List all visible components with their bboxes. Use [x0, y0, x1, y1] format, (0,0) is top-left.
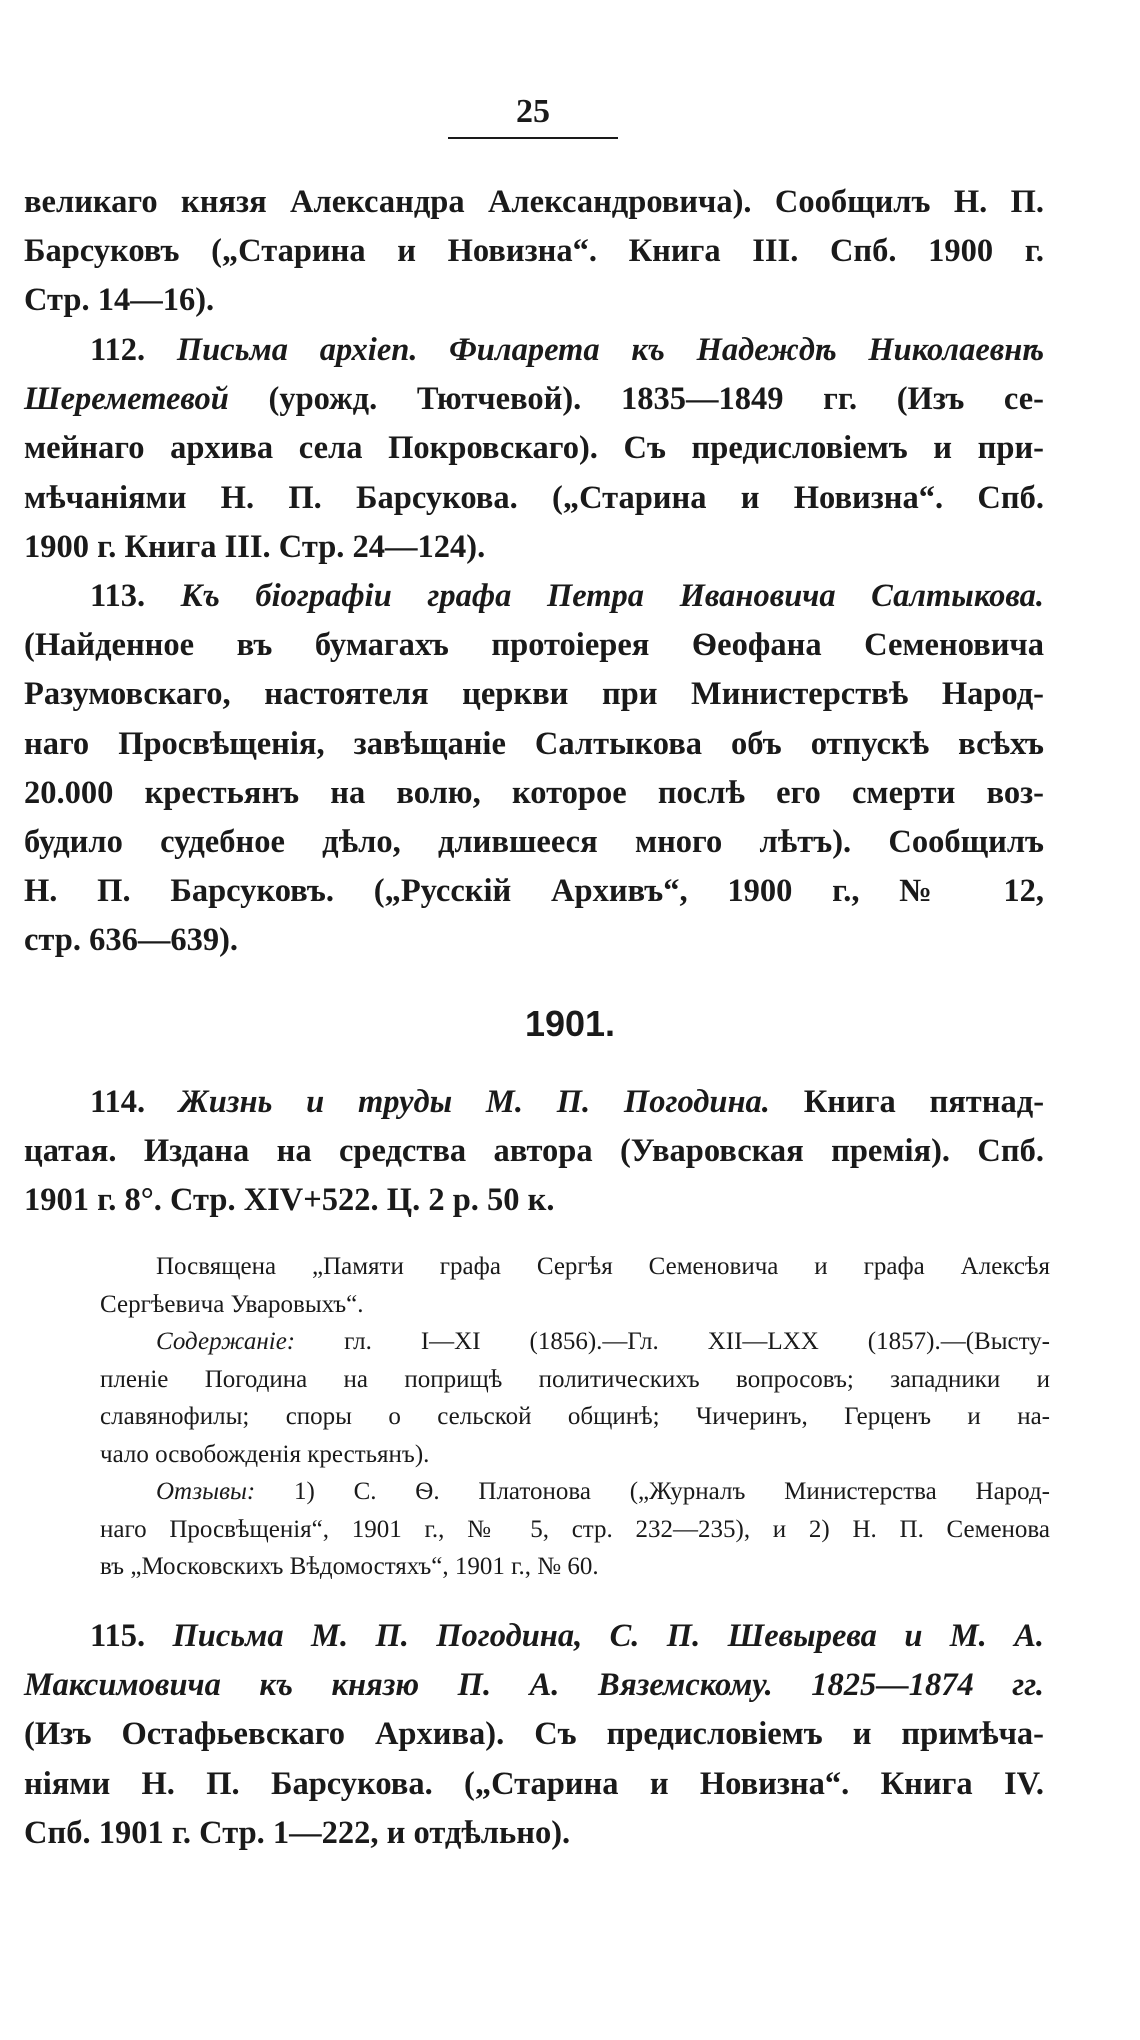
- text-line: Разумовскаго, настоятеля церкви при Министерствѣ Народ-: [24, 676, 1044, 713]
- text-line: (Изъ Остафьевскаго Архива). Съ предисловіемъ и примѣча-: [24, 1716, 1044, 1753]
- entry-number: 112.: [90, 332, 146, 368]
- text-line: 1901 г. 8°. Стр. XIV+522. Ц. 2 р. 50 к.: [24, 1182, 555, 1219]
- entry-title: Къ біографіи графа Петра Ивановича Салтыкова.: [180, 578, 1044, 614]
- text-line: мейнаго архива села Покровскаго). Съ предисловіемъ и при-: [24, 430, 1044, 467]
- reviews-label: Отзывы:: [156, 1478, 256, 1505]
- entry-114-note: [100, 1248, 1050, 1586]
- entry-number: 113.: [90, 578, 146, 614]
- entry-115-line-1: [24, 1612, 1044, 1661]
- entry-114: [24, 1078, 1044, 1226]
- text-line: мѣчаніями Н. П. Барсукова. („Старина и Новизна“. Спб.: [24, 479, 1044, 516]
- entry-113: [24, 572, 1044, 966]
- entry-title: Жизнь и труды М. П. Погодина.: [178, 1084, 770, 1120]
- entry-title: Письма архіеп. Филарета къ Надеждѣ Николаевнѣ: [176, 332, 1045, 368]
- entry-title-cont: Шереметевой: [24, 381, 229, 418]
- year-heading: 1901.: [524, 1003, 616, 1044]
- text-line: Спб. 1901 г. Стр. 1—222, и отдѣльно).: [24, 1814, 571, 1851]
- note-reviews-line: Отзывы: 1) С. Ѳ. Платонова („Журналъ Министерства Народ-: [156, 1478, 1051, 1505]
- text-line: 1900 г. Книга III. Стр. 24—124).: [24, 528, 486, 565]
- note-contents-line: Содержаніе: гл. I—XI (1856).—Гл. XII—LXX (1857).—(Высту-: [156, 1328, 1051, 1355]
- entry-number: 114.: [90, 1084, 146, 1120]
- text-line: наго Просвѣщенія, завѣщаніе Салтыкова объ отпускѣ всѣхъ: [24, 725, 1044, 762]
- text-line: (Найденное въ бумагахъ протоіерея Ѳеофана Семеновича: [24, 627, 1044, 664]
- text-line: Барсуковъ („Старина и Новизна“. Книга III. Спб. 1900 г.: [24, 233, 1044, 270]
- entry-112-line-1: [24, 326, 1044, 375]
- text-line: 20.000 крестьянъ на волю, которое послѣ его смерти воз-: [24, 774, 1044, 811]
- page-number-rule: [448, 137, 618, 139]
- entry-title-cont: Максимовича къ князю П. А. Вяземскому. 1825—1874 гг.: [24, 1667, 1044, 1704]
- entry-114-line-1: 114. Жизнь и труды М. П. Погодина. Книга пятнад-: [90, 1084, 1045, 1120]
- text-line: ніями Н. П. Барсукова. („Старина и Новизна“. Книга IV.: [24, 1765, 1044, 1802]
- text-line: стр. 636—639).: [24, 922, 239, 959]
- text-line: великаго князя Александра Александровича). Сообщилъ Н. П.: [24, 184, 1044, 220]
- note-line: чало освобожденія крестьянъ).: [100, 1440, 430, 1468]
- entry-title: Письма М. П. Погодина, С. П. Шевырева и М. А.: [172, 1618, 1045, 1654]
- note-line: Посвящена „Памяти графа Сергѣя Семеновича и графа Алексѣя: [156, 1253, 1050, 1280]
- note-line: наго Просвѣщенія“, 1901 г., № 5, стр. 232—235), и 2) Н. П. Семенова: [100, 1515, 1050, 1543]
- note-line: пленіе Погодина на поприщѣ политическихъ вопросовъ; западники и: [100, 1365, 1050, 1393]
- note-line: въ „Московскихъ Вѣдомостяхъ“, 1901 г., № 60.: [100, 1553, 599, 1580]
- entry-number: 115.: [90, 1618, 146, 1654]
- note-line: славянофилы; споры о сельской общинѣ; Чичеринъ, Герценъ и на-: [100, 1403, 1050, 1430]
- entry-112: [24, 326, 1044, 572]
- text-line: Стр. 14—16).: [24, 282, 215, 319]
- text-line: будило судебное дѣло, длившееся много лѣтъ). Сообщилъ: [24, 824, 1044, 861]
- entry-115: [24, 1612, 1044, 1858]
- contents-label: Содержаніе:: [156, 1328, 296, 1355]
- entry-111-continuation: [24, 178, 1044, 326]
- text-line: Н. П. Барсуковъ. („Русскій Архивъ“, 1900 г., № 12,: [24, 873, 1044, 910]
- note-line: Сергѣевича Уваровыхъ“.: [100, 1290, 364, 1318]
- entry-113-line-1: [24, 572, 1044, 621]
- page-number: 25: [516, 93, 550, 130]
- text-line: цатая. Издана на средства автора (Уваровская премія). Спб.: [24, 1133, 1044, 1170]
- entry-112-line-2: Шереметевой (урожд. Тютчевой). 1835—1849 гг. (Изъ се-: [24, 381, 1044, 418]
